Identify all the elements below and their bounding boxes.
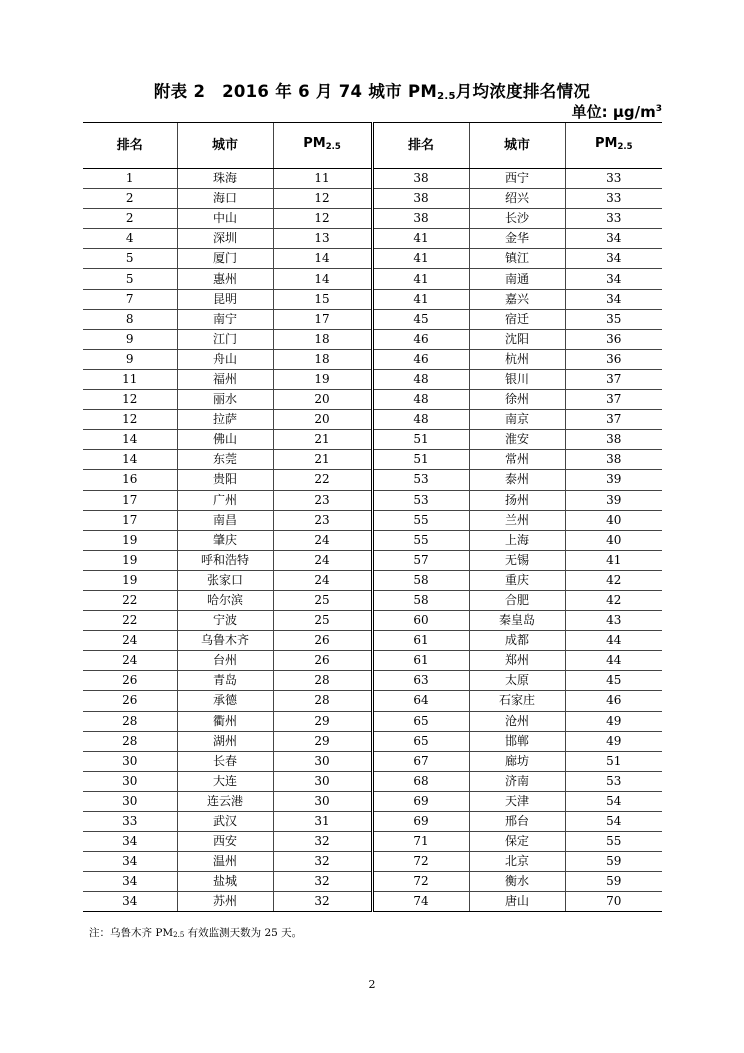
header-pm-right	[565, 123, 662, 169]
right-city-cell: 嘉兴	[469, 289, 565, 309]
unit-text: 单位: μg/m	[571, 103, 656, 121]
left-city-cell: 广州	[177, 490, 273, 510]
right-pm-cell: 36	[565, 329, 662, 349]
left-city-cell: 珠海	[177, 169, 273, 189]
left-city-cell: 呼和浩特	[177, 550, 273, 570]
left-rank-cell: 19	[83, 530, 177, 550]
right-city-cell: 绍兴	[469, 189, 565, 209]
table-row	[83, 450, 662, 470]
right-pm-cell: 34	[565, 229, 662, 249]
left-rank-cell: 34	[83, 852, 177, 872]
table-row	[83, 852, 662, 872]
right-pm-cell: 70	[565, 892, 662, 912]
right-city-cell: 唐山	[469, 892, 565, 912]
left-pm-cell: 30	[273, 751, 372, 771]
left-city-cell: 丽水	[177, 390, 273, 410]
left-rank-cell: 24	[83, 631, 177, 651]
left-pm-cell: 24	[273, 530, 372, 550]
right-rank-cell: 41	[372, 249, 469, 269]
right-city-cell: 宿迁	[469, 309, 565, 329]
right-pm-cell: 42	[565, 590, 662, 610]
right-pm-cell: 54	[565, 791, 662, 811]
left-city-cell: 连云港	[177, 791, 273, 811]
table-row	[83, 289, 662, 309]
right-city-cell: 南京	[469, 410, 565, 430]
left-rank-cell: 22	[83, 590, 177, 610]
left-pm-cell: 23	[273, 490, 372, 510]
right-city-cell: 泰州	[469, 470, 565, 490]
right-city-cell: 天津	[469, 791, 565, 811]
left-city-cell: 海口	[177, 189, 273, 209]
right-rank-cell: 57	[372, 550, 469, 570]
right-city-cell: 扬州	[469, 490, 565, 510]
table-row	[83, 169, 662, 189]
right-city-cell: 金华	[469, 229, 565, 249]
table-row	[83, 249, 662, 269]
right-city-cell: 兰州	[469, 510, 565, 530]
right-city-cell: 保定	[469, 832, 565, 852]
left-pm-cell: 21	[273, 430, 372, 450]
right-city-cell: 银川	[469, 369, 565, 389]
table-row	[83, 309, 662, 329]
table-row	[83, 490, 662, 510]
table-row	[83, 872, 662, 892]
right-pm-cell: 34	[565, 289, 662, 309]
left-rank-cell: 30	[83, 751, 177, 771]
right-rank-cell: 45	[372, 309, 469, 329]
left-city-cell: 南昌	[177, 510, 273, 530]
right-pm-cell: 40	[565, 530, 662, 550]
right-rank-cell: 48	[372, 369, 469, 389]
right-rank-cell: 38	[372, 209, 469, 229]
left-rank-cell: 8	[83, 309, 177, 329]
left-city-cell: 衢州	[177, 711, 273, 731]
right-pm-cell: 41	[565, 550, 662, 570]
left-city-cell: 惠州	[177, 269, 273, 289]
left-city-cell: 台州	[177, 651, 273, 671]
right-rank-cell: 64	[372, 691, 469, 711]
right-city-cell: 杭州	[469, 349, 565, 369]
table-row	[83, 832, 662, 852]
left-rank-cell: 33	[83, 812, 177, 832]
right-rank-cell: 58	[372, 570, 469, 590]
left-pm-cell: 26	[273, 651, 372, 671]
table-row	[83, 791, 662, 811]
left-rank-cell: 9	[83, 329, 177, 349]
right-rank-cell: 48	[372, 410, 469, 430]
left-rank-cell: 22	[83, 611, 177, 631]
right-city-cell: 太原	[469, 671, 565, 691]
right-rank-cell: 67	[372, 751, 469, 771]
left-pm-cell: 29	[273, 711, 372, 731]
right-city-cell: 秦皇岛	[469, 611, 565, 631]
footnote-text: 注：乌鲁木齐 PM	[89, 927, 174, 939]
right-city-cell: 邯郸	[469, 731, 565, 751]
right-city-cell: 南通	[469, 269, 565, 289]
left-rank-cell: 2	[83, 189, 177, 209]
left-city-cell: 盐城	[177, 872, 273, 892]
header-pm-subscript: 2.5	[325, 142, 341, 152]
right-pm-cell: 42	[565, 570, 662, 590]
right-pm-cell: 34	[565, 249, 662, 269]
header-pm-left	[273, 123, 372, 169]
header-city-left: 城市	[177, 123, 273, 169]
right-rank-cell: 74	[372, 892, 469, 912]
left-pm-cell: 25	[273, 611, 372, 631]
left-city-cell: 张家口	[177, 570, 273, 590]
left-city-cell: 厦门	[177, 249, 273, 269]
left-city-cell: 哈尔滨	[177, 590, 273, 610]
right-pm-cell: 39	[565, 470, 662, 490]
table-row	[83, 410, 662, 430]
left-city-cell: 佛山	[177, 430, 273, 450]
left-city-cell: 大连	[177, 771, 273, 791]
left-rank-cell: 12	[83, 410, 177, 430]
left-rank-cell: 24	[83, 651, 177, 671]
left-pm-cell: 24	[273, 570, 372, 590]
right-pm-cell: 51	[565, 751, 662, 771]
right-city-cell: 郑州	[469, 651, 565, 671]
page-number: 2	[368, 978, 376, 991]
left-pm-cell: 30	[273, 771, 372, 791]
left-city-cell: 苏州	[177, 892, 273, 912]
left-pm-cell: 25	[273, 590, 372, 610]
right-pm-cell: 33	[565, 189, 662, 209]
right-city-cell: 重庆	[469, 570, 565, 590]
left-city-cell: 青岛	[177, 671, 273, 691]
left-rank-cell: 17	[83, 510, 177, 530]
table-row	[83, 651, 662, 671]
right-city-cell: 淮安	[469, 430, 565, 450]
left-city-cell: 西安	[177, 832, 273, 852]
table-row	[83, 691, 662, 711]
table-row	[83, 530, 662, 550]
right-pm-cell: 55	[565, 832, 662, 852]
table-row	[83, 189, 662, 209]
footnote	[89, 925, 302, 940]
right-rank-cell: 58	[372, 590, 469, 610]
header-pm-text: PM	[303, 136, 326, 151]
right-pm-cell: 59	[565, 872, 662, 892]
table-row	[83, 470, 662, 490]
left-rank-cell: 7	[83, 289, 177, 309]
title-subscript: 2.5	[437, 91, 456, 102]
right-city-cell: 成都	[469, 631, 565, 651]
table-row	[83, 631, 662, 651]
right-pm-cell: 37	[565, 390, 662, 410]
left-city-cell: 宁波	[177, 611, 273, 631]
right-rank-cell: 63	[372, 671, 469, 691]
right-pm-cell: 37	[565, 410, 662, 430]
header-city-right: 城市	[469, 123, 565, 169]
right-pm-cell: 44	[565, 651, 662, 671]
right-city-cell: 合肥	[469, 590, 565, 610]
table-row	[83, 229, 662, 249]
left-city-cell: 东莞	[177, 450, 273, 470]
table-row	[83, 892, 662, 912]
left-pm-cell: 15	[273, 289, 372, 309]
right-pm-cell: 33	[565, 169, 662, 189]
left-pm-cell: 26	[273, 631, 372, 651]
right-pm-cell: 46	[565, 691, 662, 711]
left-rank-cell: 4	[83, 229, 177, 249]
table-row	[83, 590, 662, 610]
footnote-subscript: 2.5	[173, 931, 185, 939]
right-city-cell: 廊坊	[469, 751, 565, 771]
right-rank-cell: 61	[372, 651, 469, 671]
right-pm-cell: 45	[565, 671, 662, 691]
right-city-cell: 沧州	[469, 711, 565, 731]
right-rank-cell: 38	[372, 189, 469, 209]
header-rank-left: 排名	[83, 123, 177, 169]
left-rank-cell: 19	[83, 550, 177, 570]
right-pm-cell: 43	[565, 611, 662, 631]
right-rank-cell: 65	[372, 711, 469, 731]
left-city-cell: 肇庆	[177, 530, 273, 550]
table-row	[83, 430, 662, 450]
right-rank-cell: 60	[372, 611, 469, 631]
right-rank-cell: 38	[372, 169, 469, 189]
left-pm-cell: 32	[273, 872, 372, 892]
table-row	[83, 711, 662, 731]
left-rank-cell: 9	[83, 349, 177, 369]
right-rank-cell: 41	[372, 289, 469, 309]
left-city-cell: 舟山	[177, 349, 273, 369]
left-city-cell: 武汉	[177, 812, 273, 832]
left-city-cell: 昆明	[177, 289, 273, 309]
right-pm-cell: 54	[565, 812, 662, 832]
right-rank-cell: 53	[372, 490, 469, 510]
left-city-cell: 福州	[177, 369, 273, 389]
left-pm-cell: 20	[273, 410, 372, 430]
left-city-cell: 温州	[177, 852, 273, 872]
left-rank-cell: 5	[83, 269, 177, 289]
left-city-cell: 江门	[177, 329, 273, 349]
left-pm-cell: 18	[273, 349, 372, 369]
left-city-cell: 南宁	[177, 309, 273, 329]
table-row	[83, 329, 662, 349]
right-rank-cell: 41	[372, 269, 469, 289]
left-rank-cell: 2	[83, 209, 177, 229]
left-pm-cell: 28	[273, 671, 372, 691]
right-pm-cell: 40	[565, 510, 662, 530]
table-row	[83, 611, 662, 631]
right-rank-cell: 48	[372, 390, 469, 410]
right-pm-cell: 38	[565, 430, 662, 450]
left-pm-cell: 22	[273, 470, 372, 490]
table-row	[83, 812, 662, 832]
left-rank-cell: 17	[83, 490, 177, 510]
left-pm-cell: 19	[273, 369, 372, 389]
left-rank-cell: 12	[83, 390, 177, 410]
right-city-cell: 上海	[469, 530, 565, 550]
right-city-cell: 北京	[469, 852, 565, 872]
table-row	[83, 269, 662, 289]
left-pm-cell: 20	[273, 390, 372, 410]
table-row	[83, 209, 662, 229]
left-city-cell: 乌鲁木齐	[177, 631, 273, 651]
right-rank-cell: 65	[372, 731, 469, 751]
header-pm-subscript: 2.5	[617, 142, 633, 152]
left-pm-cell: 17	[273, 309, 372, 329]
right-rank-cell: 72	[372, 852, 469, 872]
table-row	[83, 751, 662, 771]
left-pm-cell: 21	[273, 450, 372, 470]
right-city-cell: 邢台	[469, 812, 565, 832]
ranking-table	[83, 122, 662, 912]
left-rank-cell: 11	[83, 369, 177, 389]
left-pm-cell: 32	[273, 852, 372, 872]
right-city-cell: 西宁	[469, 169, 565, 189]
right-pm-cell: 49	[565, 731, 662, 751]
left-rank-cell: 1	[83, 169, 177, 189]
left-rank-cell: 5	[83, 249, 177, 269]
left-pm-cell: 30	[273, 791, 372, 811]
right-pm-cell: 39	[565, 490, 662, 510]
left-pm-cell: 13	[273, 229, 372, 249]
left-rank-cell: 14	[83, 430, 177, 450]
right-rank-cell: 51	[372, 430, 469, 450]
left-rank-cell: 16	[83, 470, 177, 490]
table-header-row	[83, 123, 662, 169]
right-pm-cell: 35	[565, 309, 662, 329]
right-rank-cell: 51	[372, 450, 469, 470]
left-city-cell: 贵阳	[177, 470, 273, 490]
right-pm-cell: 33	[565, 209, 662, 229]
left-pm-cell: 12	[273, 209, 372, 229]
title-text-end: 月均浓度排名情况	[455, 82, 591, 101]
left-rank-cell: 30	[83, 791, 177, 811]
table-row	[83, 771, 662, 791]
right-pm-cell: 44	[565, 631, 662, 651]
header-rank-right: 排名	[372, 123, 469, 169]
right-rank-cell: 72	[372, 872, 469, 892]
left-pm-cell: 32	[273, 892, 372, 912]
right-city-cell: 沈阳	[469, 329, 565, 349]
table-row	[83, 349, 662, 369]
left-rank-cell: 34	[83, 832, 177, 852]
left-pm-cell: 12	[273, 189, 372, 209]
left-pm-cell: 32	[273, 832, 372, 852]
table-body	[83, 169, 662, 912]
right-city-cell: 衡水	[469, 872, 565, 892]
right-pm-cell: 36	[565, 349, 662, 369]
right-city-cell: 济南	[469, 771, 565, 791]
left-city-cell: 中山	[177, 209, 273, 229]
table-row	[83, 390, 662, 410]
right-city-cell: 石家庄	[469, 691, 565, 711]
right-rank-cell: 55	[372, 530, 469, 550]
left-city-cell: 拉萨	[177, 410, 273, 430]
left-pm-cell: 14	[273, 249, 372, 269]
right-city-cell: 常州	[469, 450, 565, 470]
left-pm-cell: 18	[273, 329, 372, 349]
title-text: 附表 2 2016 年 6 月 74 城市 PM	[153, 82, 438, 101]
right-pm-cell: 37	[565, 369, 662, 389]
right-rank-cell: 68	[372, 771, 469, 791]
right-pm-cell: 49	[565, 711, 662, 731]
left-pm-cell: 29	[273, 731, 372, 751]
table-row	[83, 550, 662, 570]
right-rank-cell: 53	[372, 470, 469, 490]
right-pm-cell: 38	[565, 450, 662, 470]
left-city-cell: 湖州	[177, 731, 273, 751]
header-pm-text: PM	[594, 136, 618, 151]
unit-superscript: 3	[655, 104, 662, 114]
right-rank-cell: 46	[372, 329, 469, 349]
left-pm-cell: 14	[273, 269, 372, 289]
left-pm-cell: 11	[273, 169, 372, 189]
left-pm-cell: 24	[273, 550, 372, 570]
unit-label	[572, 101, 662, 122]
table-row	[83, 731, 662, 751]
left-city-cell: 承德	[177, 691, 273, 711]
right-pm-cell: 53	[565, 771, 662, 791]
left-rank-cell: 28	[83, 731, 177, 751]
right-rank-cell: 71	[372, 832, 469, 852]
right-city-cell: 镇江	[469, 249, 565, 269]
table-row	[83, 570, 662, 590]
footnote-text-end: 有效监测天数为 25 天。	[184, 927, 303, 939]
right-rank-cell: 69	[372, 812, 469, 832]
left-rank-cell: 26	[83, 671, 177, 691]
table-row	[83, 369, 662, 389]
right-pm-cell: 59	[565, 852, 662, 872]
right-rank-cell: 55	[372, 510, 469, 530]
document-title	[0, 78, 744, 102]
left-rank-cell: 30	[83, 771, 177, 791]
left-pm-cell: 23	[273, 510, 372, 530]
right-city-cell: 无锡	[469, 550, 565, 570]
left-rank-cell: 26	[83, 691, 177, 711]
right-rank-cell: 46	[372, 349, 469, 369]
left-rank-cell: 28	[83, 711, 177, 731]
left-rank-cell: 19	[83, 570, 177, 590]
left-pm-cell: 28	[273, 691, 372, 711]
left-city-cell: 长春	[177, 751, 273, 771]
left-rank-cell: 14	[83, 450, 177, 470]
left-rank-cell: 34	[83, 892, 177, 912]
right-pm-cell: 34	[565, 269, 662, 289]
left-rank-cell: 34	[83, 872, 177, 892]
left-pm-cell: 31	[273, 812, 372, 832]
left-city-cell: 深圳	[177, 229, 273, 249]
table-row	[83, 510, 662, 530]
table-row	[83, 671, 662, 691]
right-rank-cell: 61	[372, 631, 469, 651]
right-rank-cell: 41	[372, 229, 469, 249]
right-city-cell: 长沙	[469, 209, 565, 229]
right-city-cell: 徐州	[469, 390, 565, 410]
right-rank-cell: 69	[372, 791, 469, 811]
